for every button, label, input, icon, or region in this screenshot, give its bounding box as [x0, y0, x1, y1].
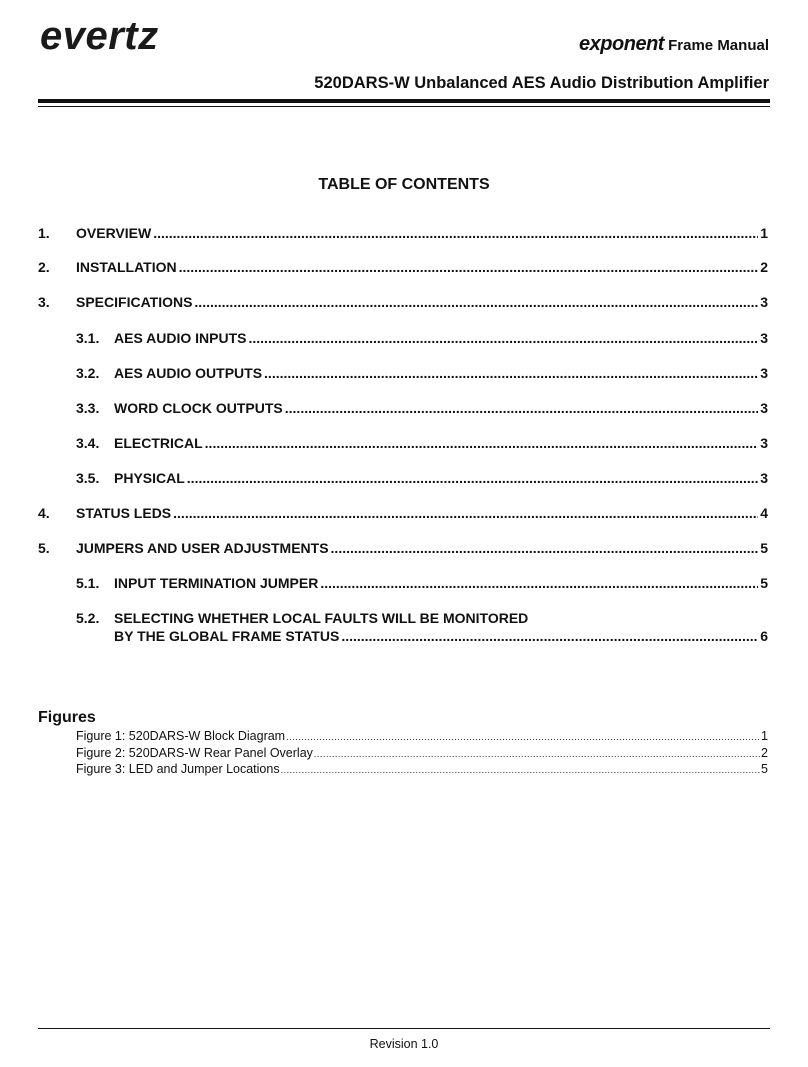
dot-leader [320, 575, 758, 591]
toc-entry[interactable] [38, 365, 768, 383]
toc-entry-number: 2. [38, 259, 50, 275]
toc-entry[interactable] [38, 470, 768, 488]
toc-entry-label: ELECTRICAL [114, 435, 203, 451]
toc-entry-page: 3 [760, 400, 768, 416]
toc-entry-page: 3 [760, 435, 768, 451]
exponent-brand: exponent [579, 33, 664, 55]
figure-page: 2 [761, 746, 768, 760]
toc-entry-label: SELECTING WHETHER LOCAL FAULTS WILL BE MONITORED [114, 610, 529, 626]
toc-entry-page: 1 [760, 225, 768, 241]
toc-entry-label: SPECIFICATIONS [76, 294, 193, 310]
revision-footer: Revision 1.0 [369, 1037, 439, 1051]
toc-entry-page: 5 [760, 575, 768, 591]
dot-leader [341, 628, 758, 644]
toc-entry-page: 6 [760, 628, 768, 644]
toc-entry-page: 3 [760, 330, 768, 346]
toc-entry-number: 3.1. [76, 330, 100, 346]
toc-entry[interactable] [38, 294, 768, 312]
dot-leader [153, 225, 758, 241]
toc-entry-page: 3 [760, 470, 768, 486]
toc-entry-number: 3. [38, 294, 50, 310]
dot-leader [173, 505, 758, 521]
toc-entry[interactable] [38, 540, 768, 558]
figure-entry[interactable] [76, 762, 768, 777]
toc-entry-number: 3.3. [76, 400, 100, 416]
toc-entry-label: INPUT TERMINATION JUMPER [114, 575, 319, 591]
toc-entry-number: 5.1. [76, 575, 100, 591]
dot-leader [194, 294, 758, 310]
toc-entry[interactable] [38, 505, 768, 523]
toc-entry-number: 5.2. [76, 610, 100, 626]
toc-entry[interactable] [38, 330, 768, 348]
figure-label: Figure 2: 520DARS-W Rear Panel Overlay [76, 746, 313, 760]
toc-title: TABLE OF CONTENTS [318, 176, 490, 193]
manual-label: Frame Manual [668, 37, 769, 54]
toc-entry-page: 3 [760, 294, 768, 310]
toc-entry-number: 1. [38, 225, 50, 241]
figure-entry[interactable] [76, 746, 768, 761]
toc-entry-label: INSTALLATION [76, 259, 177, 275]
dot-leader [249, 330, 759, 346]
toc-entry-number: 4. [38, 505, 50, 521]
dot-leader [286, 732, 760, 742]
toc-entry-page: 2 [760, 259, 768, 275]
toc-entry-label: STATUS LEDS [76, 505, 172, 521]
header-rule-thick [38, 99, 770, 103]
toc-entry-label: AES AUDIO INPUTS [114, 330, 247, 346]
toc-entry-label: PHYSICAL [114, 470, 185, 486]
dot-leader [205, 435, 759, 451]
manual-title [579, 33, 769, 56]
dot-leader [314, 749, 760, 759]
dot-leader [264, 365, 758, 381]
footer-rule [38, 1028, 770, 1029]
toc-entry[interactable] [38, 400, 768, 418]
toc-entry-label-continued: BY THE GLOBAL FRAME STATUS [114, 628, 340, 644]
dot-leader [187, 470, 758, 486]
dot-leader [179, 259, 759, 275]
toc-entry-number: 3.2. [76, 365, 100, 381]
toc-entry-page: 4 [760, 505, 768, 521]
figure-label: Figure 3: LED and Jumper Locations [76, 762, 280, 776]
toc-entry-page: 3 [760, 365, 768, 381]
dot-leader [281, 765, 760, 775]
toc-entry-number: 3.4. [76, 435, 100, 451]
figure-entry[interactable] [76, 729, 768, 744]
toc-entry-label: OVERVIEW [76, 225, 152, 241]
product-subtitle: 520DARS-W Unbalanced AES Audio Distribution Amplifier [314, 74, 769, 92]
dot-leader [331, 540, 759, 556]
toc-entry-number: 5. [38, 540, 50, 556]
figure-label: Figure 1: 520DARS-W Block Diagram [76, 729, 286, 743]
toc-entry-page: 5 [760, 540, 768, 556]
toc-entry[interactable] [38, 259, 768, 277]
evertz-logo: evertz [40, 14, 159, 58]
toc-entry-number: 3.5. [76, 470, 100, 486]
toc-entry-label: WORD CLOCK OUTPUTS [114, 400, 283, 416]
toc-entry[interactable] [38, 575, 768, 593]
toc-entry[interactable] [38, 225, 768, 243]
toc-entry-label: AES AUDIO OUTPUTS [114, 365, 263, 381]
dot-leader [285, 400, 758, 416]
header-rule-thin [38, 106, 770, 107]
toc-entry-label: JUMPERS AND USER ADJUSTMENTS [76, 540, 329, 556]
figure-page: 1 [761, 729, 768, 743]
figure-page: 5 [761, 762, 768, 776]
figures-heading: Figures [38, 709, 96, 726]
toc-entry[interactable] [38, 435, 768, 453]
